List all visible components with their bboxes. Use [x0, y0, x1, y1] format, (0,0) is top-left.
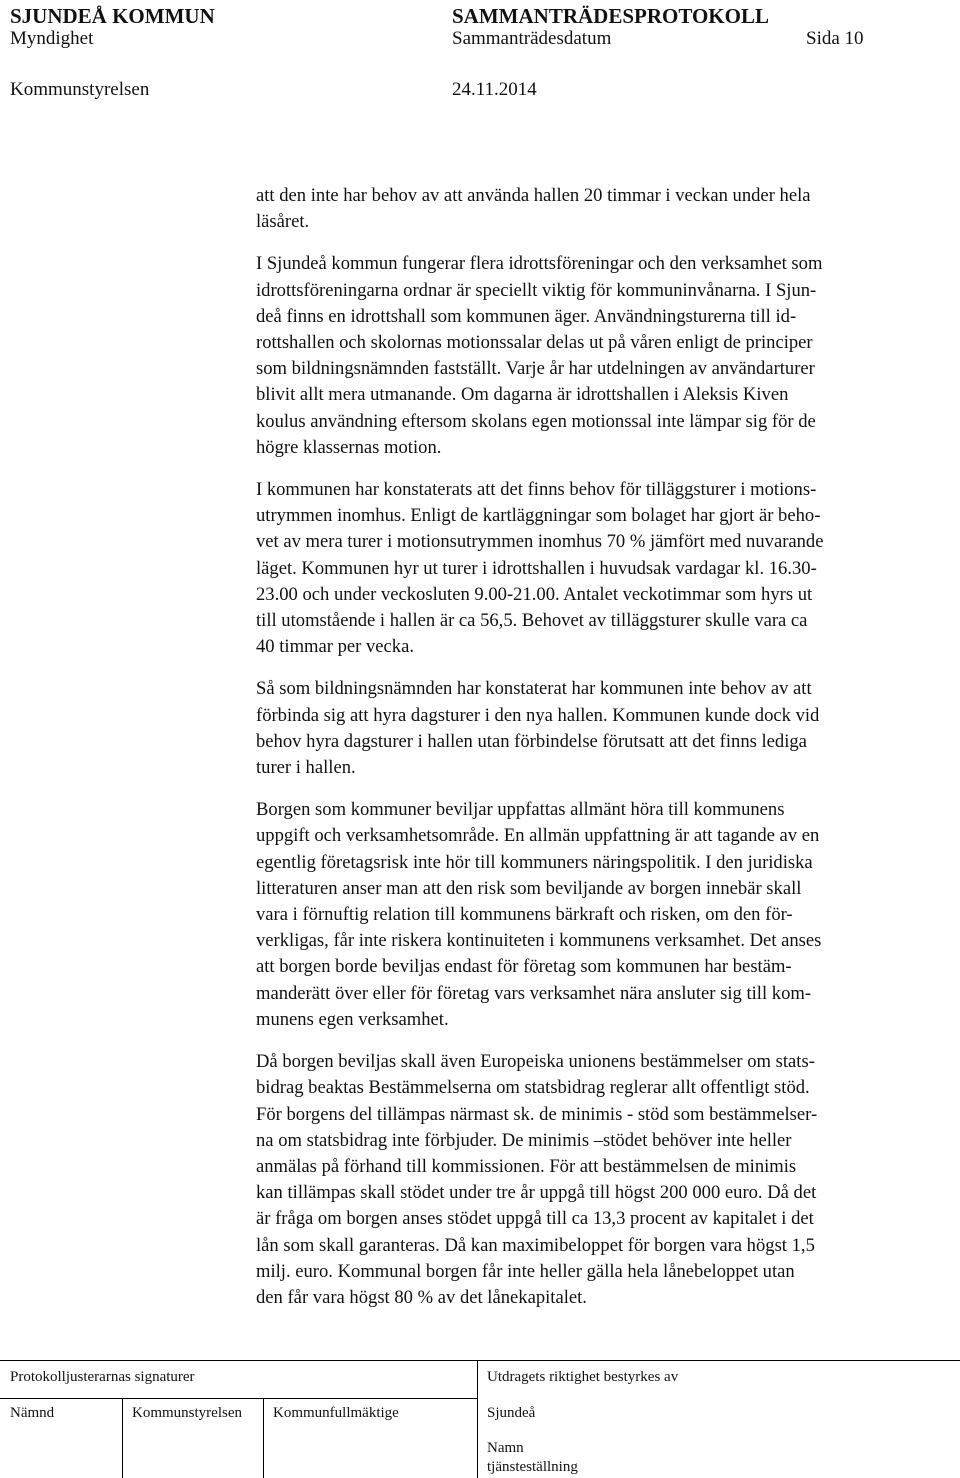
text-line: rottshallen och skolornas motionssalar delas ut på våren enligt de principer — [256, 332, 813, 354]
text-line: är fråga om borgen anses stödet uppgå till ca 13,3 procent av kapitalet i det — [256, 1208, 814, 1230]
verifier-position-label: tjänsteställning — [487, 1459, 578, 1475]
paragraph — [256, 1049, 956, 1311]
text-line: Så som bildningsnämnden har konstaterat har kommunen inte behov av att — [256, 678, 812, 700]
paragraph — [256, 676, 956, 781]
footer-row-rule — [0, 1398, 477, 1399]
footer-top-rule — [0, 1360, 960, 1361]
text-line: blivit allt mera utmanande. Om dagarna är idrottshallen i Aleksis Kiven — [256, 384, 789, 406]
text-line: litteraturen anser man att den risk som beviljande av borgen innebär skall — [256, 877, 802, 899]
footer-divider — [263, 1398, 264, 1478]
paragraph — [256, 477, 956, 660]
text-line: att den inte har behov av att använda hallen 20 timmar i veckan under hela — [256, 185, 811, 206]
text-line: Borgen som kommuner beviljar uppfattas allmänt höra till kommunens — [256, 799, 785, 821]
footer-divider — [122, 1398, 123, 1478]
text-line: koulus användning eftersom skolans egen motionssal inte lämpar sig för de — [256, 410, 816, 432]
text-line: till utomstående i hallen är ca 56,5. Behovet av tilläggsturer skulle vara ca — [256, 610, 808, 632]
text-line: bidrag beaktas Bestämmelserna om statsbidrag reglerar allt offentligt stöd. — [256, 1077, 810, 1099]
verification-place: Sjundeå — [487, 1405, 536, 1421]
text-line: egentlig företagsrisk inte hör till kommuners näringspolitik. I den juridiska — [256, 851, 813, 873]
page-number: Sida 10 — [806, 28, 864, 49]
text-line: behov hyra dagsturer i hallen utan förbindelse förutsatt att det finns lediga — [256, 730, 807, 752]
verifier-name-label: Namn — [487, 1440, 524, 1456]
authority-label: Myndighet — [10, 28, 94, 49]
text-line: kan tillämpas skall stödet under tre år uppgå till högst 200 000 euro. Då det — [256, 1182, 817, 1204]
text-line: turer i hallen. — [256, 757, 356, 779]
signature-column-kommunstyrelsen: Kommunstyrelsen — [132, 1405, 242, 1421]
paragraph — [256, 183, 956, 235]
text-line: uppgift och verksamhetsområde. En allmän uppfattning är att tagande av en — [256, 825, 820, 847]
text-line: den får vara högst 80 % av det lånekapitalet. — [256, 1286, 587, 1308]
paragraph — [256, 797, 956, 1033]
text-line: idrottsföreningarna ordnar är speciellt viktig för kommuninvånarna. I Sjun- — [256, 279, 817, 301]
text-line: att borgen borde beviljas endast för företag som kommunen har bestäm- — [256, 956, 792, 978]
text-line: högre klassernas motion. — [256, 436, 442, 458]
meeting-date: 24.11.2014 — [452, 79, 537, 100]
signatures-label: Protokolljusterarnas signaturer — [10, 1369, 195, 1385]
text-line: verkligas, får inte riskera kontinuiteten i kommunens verksamhet. Det anses — [256, 930, 822, 952]
signature-column-namnd: Nämnd — [10, 1405, 55, 1421]
text-line: anmälas på förhand till kommissionen. För att bestämmelsen de minimis — [256, 1155, 797, 1177]
text-line: lån som skall garanteras. Då kan maximibeloppet för borgen vara högst 1,5 — [256, 1234, 815, 1256]
text-line: läsåret. — [256, 211, 310, 233]
organization-name: SJUNDEÅ KOMMUN — [10, 4, 215, 28]
text-line: För borgens del tillämpas närmast sk. de minimis - stöd som bestämmelser- — [256, 1103, 818, 1125]
text-line: 23.00 och under veckosluten 9.00-21.00. Antalet veckotimmar som hyrs ut — [256, 583, 813, 605]
text-line: Då borgen beviljas skall även Europeiska unionens bestämmelser om stats- — [256, 1051, 815, 1073]
text-line: utrymmen inomhus. Enligt de kartläggningar som bolaget har gjort är beho- — [256, 505, 821, 527]
text-line: milj. euro. Kommunal borgen får inte heller gälla hela lånebeloppet utan — [256, 1260, 795, 1282]
text-line: deå finns en idrottshall som kommunen äger. Användningsturerna till id- — [256, 305, 797, 327]
verified-by-label: Utdragets riktighet bestyrkes av — [487, 1369, 679, 1385]
text-line: som bildningsnämnden fastställt. Varje år har utdelningen av användarturer — [256, 358, 815, 380]
authority-name: Kommunstyrelsen — [10, 79, 150, 100]
meeting-date-label: Sammanträdesdatum — [452, 28, 612, 49]
text-line: I Sjundeå kommun fungerar flera idrottsföreningar och den verksamhet som — [256, 253, 823, 275]
text-line: I kommunen har konstaterats att det finns behov för tilläggsturer i motions- — [256, 479, 817, 501]
document-body — [256, 183, 956, 1327]
paragraph — [256, 251, 956, 461]
signature-column-kommunfullmaktige: Kommunfullmäktige — [273, 1405, 399, 1421]
text-line: vet av mera turer i motionsutrymmen inomhus 70 % jämfört med nuvarande — [256, 531, 824, 553]
text-line: förbinda sig att hyra dagsturer i den nya hallen. Kommunen kunde dock vid — [256, 704, 820, 726]
text-line: manderätt över eller för företag vars verksamhet nära ansluter sig till kom- — [256, 982, 812, 1004]
text-line: na om statsbidrag inte förbjuder. De minimis –stödet behöver inte heller — [256, 1129, 792, 1151]
text-line: läget. Kommunen hyr ut turer i idrottshallen i huvudsak vardagar kl. 16.30- — [256, 557, 817, 579]
text-line: 40 timmar per vecka. — [256, 636, 414, 658]
text-line: munens egen verksamhet. — [256, 1008, 449, 1030]
document-type: SAMMANTRÄDESPROTOKOLL — [452, 4, 769, 28]
text-line: vara i förnuftig relation till kommunens bärkraft och risken, om den för- — [256, 904, 793, 926]
footer-divider — [477, 1360, 478, 1478]
